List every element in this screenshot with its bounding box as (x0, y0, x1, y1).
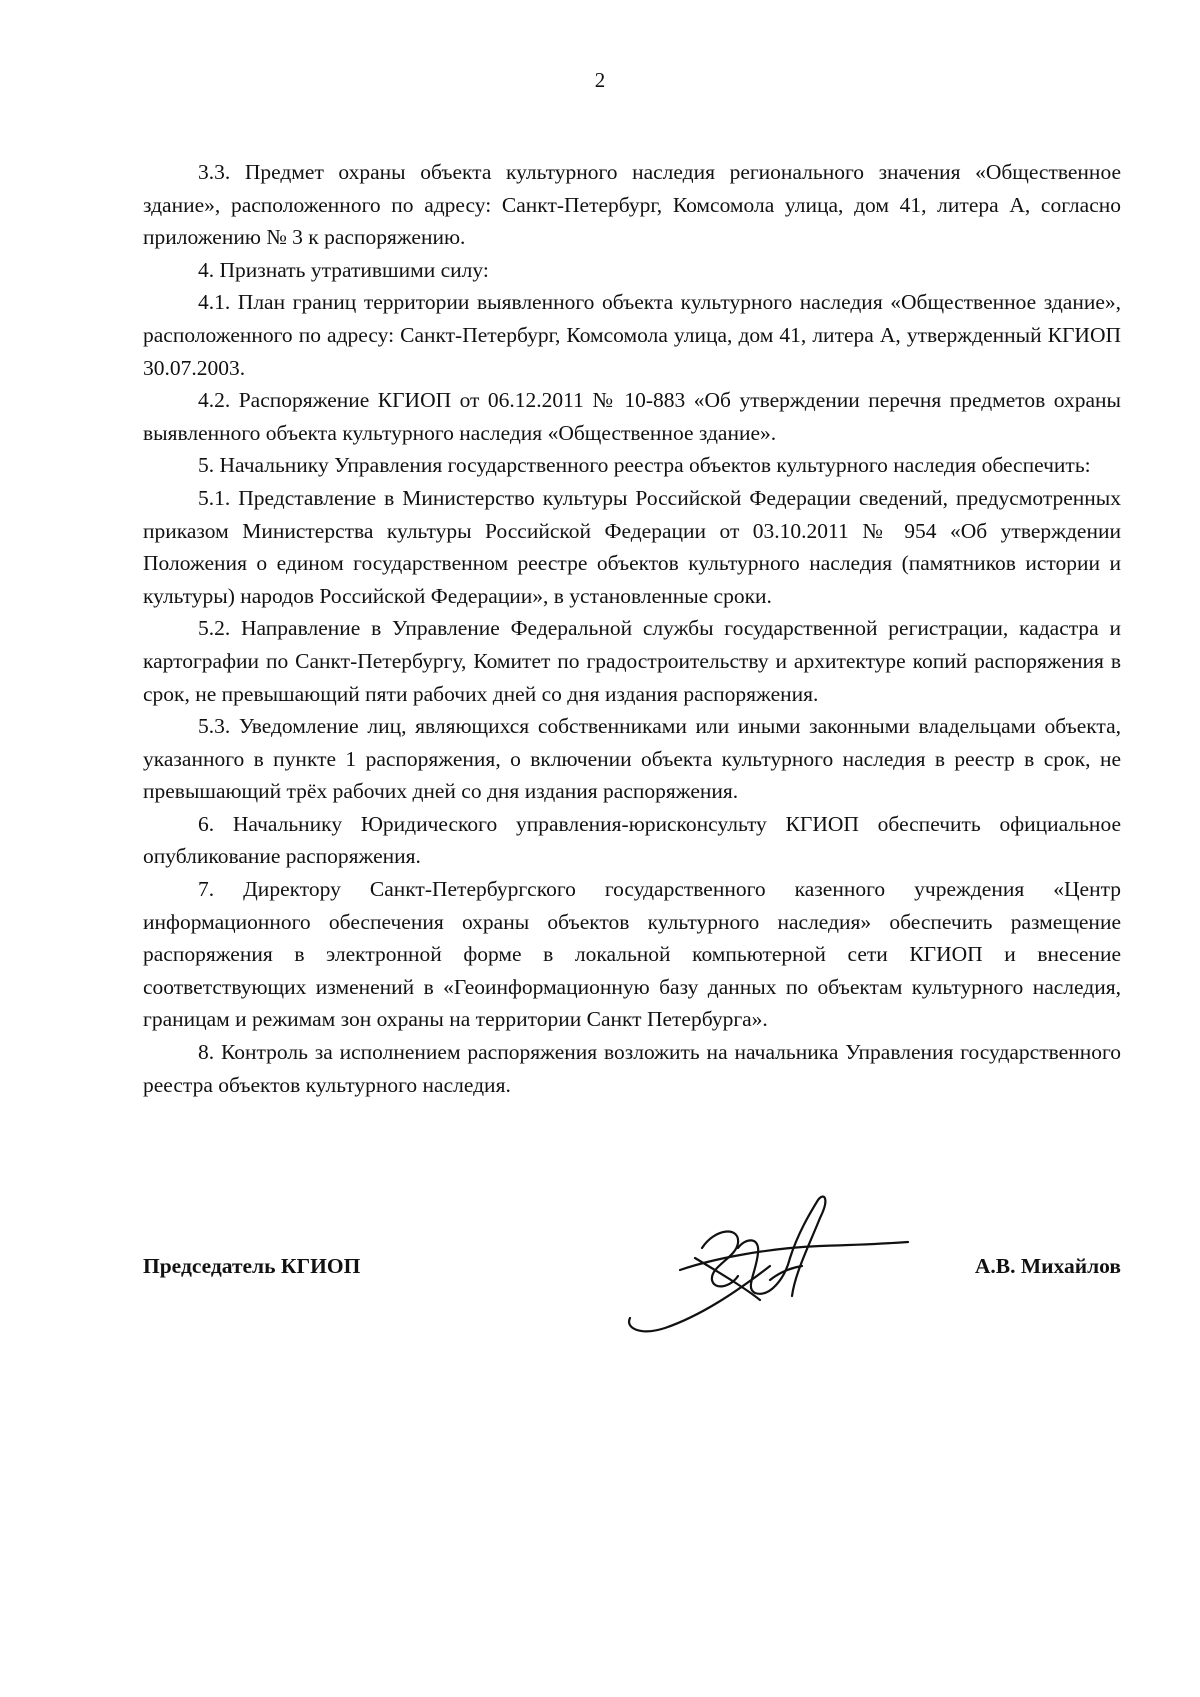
paragraph-6: 6. Начальнику Юридического управления-юрисконсульту КГИОП обеспечить официальное опубликование распоряжения. (143, 811, 1121, 869)
paragraph-7: 7. Директору Санкт-Петербургского государственного казенного учреждения «Центр информационного обеспечения охраны объектов культурного наследия» обеспечить размещение распоряжения в электронной форме в локальной компьютерной сети КГИОП и внесение соответствующих изменений в «Геоинформационную базу данных по объектам культурного наследия, границам и режимам зон охраны на территории Санкт Петербурга». (143, 877, 1121, 1032)
paragraph-5-2: 5.2. Направление в Управление Федеральной службы государственной регистрации, кадастра и картографии по Санкт-Петербургу, Комитет по градостроительству и архитектуре копий распоряжения в срок, не превышающий пяти рабочих дней со дня издания распоряжения. (143, 616, 1121, 706)
paragraph-5: 5. Начальнику Управления государственного реестра объектов культурного наследия обеспечить: (198, 453, 1091, 478)
signatory-title: Председатель КГИОП (143, 1254, 361, 1278)
paragraph-8: 8. Контроль за исполнением распоряжения возложить на начальника Управления государственного реестра объектов культурного наследия. (143, 1040, 1121, 1097)
signature-row (143, 1254, 1121, 1294)
paragraph-5-3: 5.3. Уведомление лиц, являющихся собственниками или иными законными владельцами объекта, указанного в пункте 1 распоряжения, о включении объекта культурного наследия в реестр в срок, не превышающий трёх рабочих дней со дня издания распоряжения. (143, 714, 1121, 804)
document-body (143, 156, 1121, 1101)
paragraph-3-3: 3.3. Предмет охраны объекта культурного наследия регионального значения «Общественное здание», расположенного по адресу: Санкт-Петербург, Комсомола улица, дом 41, литера А, согласно приложению № 3 к распоряжению. (143, 160, 1121, 250)
paragraph-4-1: 4.1. План границ территории выявленного объекта культурного наследия «Общественное здание», расположенного по адресу: Санкт-Петербург, Комсомола улица, дом 41, литера А, утвержденный КГИОП 30.07.2003. (143, 290, 1121, 380)
paragraph-4-2: 4.2. Распоряжение КГИОП от 06.12.2011 № 10-883 «Об утверждении перечня предметов охраны выявленного объекта культурного наследия «Общественное здание». (143, 388, 1121, 445)
paragraph-4: 4. Признать утратившими силу: (198, 257, 489, 282)
page-number: 2 (594, 68, 606, 92)
signatory-name: А.В. Михайлов (974, 1254, 1121, 1278)
paragraph-5-1: 5.1. Представление в Министерство культуры Российской Федерации сведений, предусмотренных приказом Министерства культуры Российской Федерации от 03.10.2011 № 954 «Об утверждении Положения о едином государственном реестре объектов культурного наследия (памятников истории и культуры) народов Российской Федерации», в установленные сроки. (143, 485, 1121, 608)
